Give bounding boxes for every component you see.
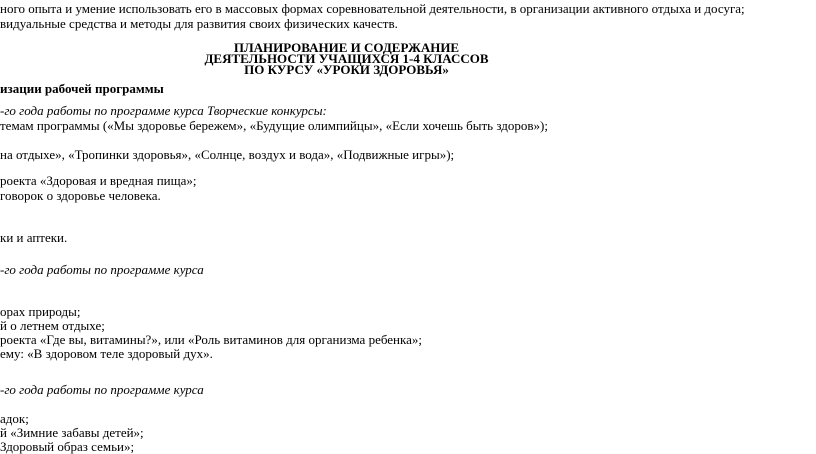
year2-item-4: ему: «В здоровом теле здоровый дух». (0, 346, 213, 361)
heading-line-3: ПО КУРСУ «УРОКИ ЗДОРОВЬЯ» (244, 62, 449, 77)
heading-line-1: ПЛАНИРОВАНИЕ И СОДЕРЖАНИЕ (233, 40, 460, 55)
section-title: изации рабочей программы (0, 81, 164, 96)
year2-item-1: орах природы; (0, 304, 81, 319)
year2-item-3: роекта «Где вы, витамины?», или «Роль витаминов для организма ребенка»; (0, 332, 423, 347)
intro-line-1: ного опыта и умение использовать его в массовых формах соревновательной деятельности, в организации активного отдыха и досуга; (0, 1, 745, 16)
intro-line-2: видуальные средства и методы для развития своих физических качеств. (0, 16, 398, 31)
year1-item-2: на отдыхе», «Тропинки здоровья», «Солнце, воздух и вода», «Подвижные игры»); (0, 147, 455, 162)
heading-line-2: ДЕЯТЕЛЬНОСТИ УЧАЩИХСЯ 1-4 КЛАССОВ (204, 51, 489, 66)
year1-item-1: темам программы («Мы здоровье бережем», «Будущие олимпийцы», «Если хочешь быть здоров»); (0, 118, 548, 133)
year1-item-4: говорок о здоровье человека. (0, 188, 161, 203)
year1-item-3: роекта «Здоровая и вредная пища»; (0, 173, 197, 188)
year3-title: -го года работы по программе курса (0, 382, 204, 397)
year2-title: -го года работы по программе курса (0, 262, 204, 277)
year1-title: -го года работы по программе курса Творческие конкурсы: (0, 103, 327, 118)
year1-item-5: ки и аптеки. (0, 230, 68, 245)
year3-item-2: й «Зимние забавы детей»; (0, 425, 144, 440)
year2-item-2: й о летнем отдыхе; (0, 318, 105, 333)
year3-item-3: Здоровый образ семьи»; (0, 439, 135, 454)
year3-item-1: адок; (0, 411, 29, 426)
